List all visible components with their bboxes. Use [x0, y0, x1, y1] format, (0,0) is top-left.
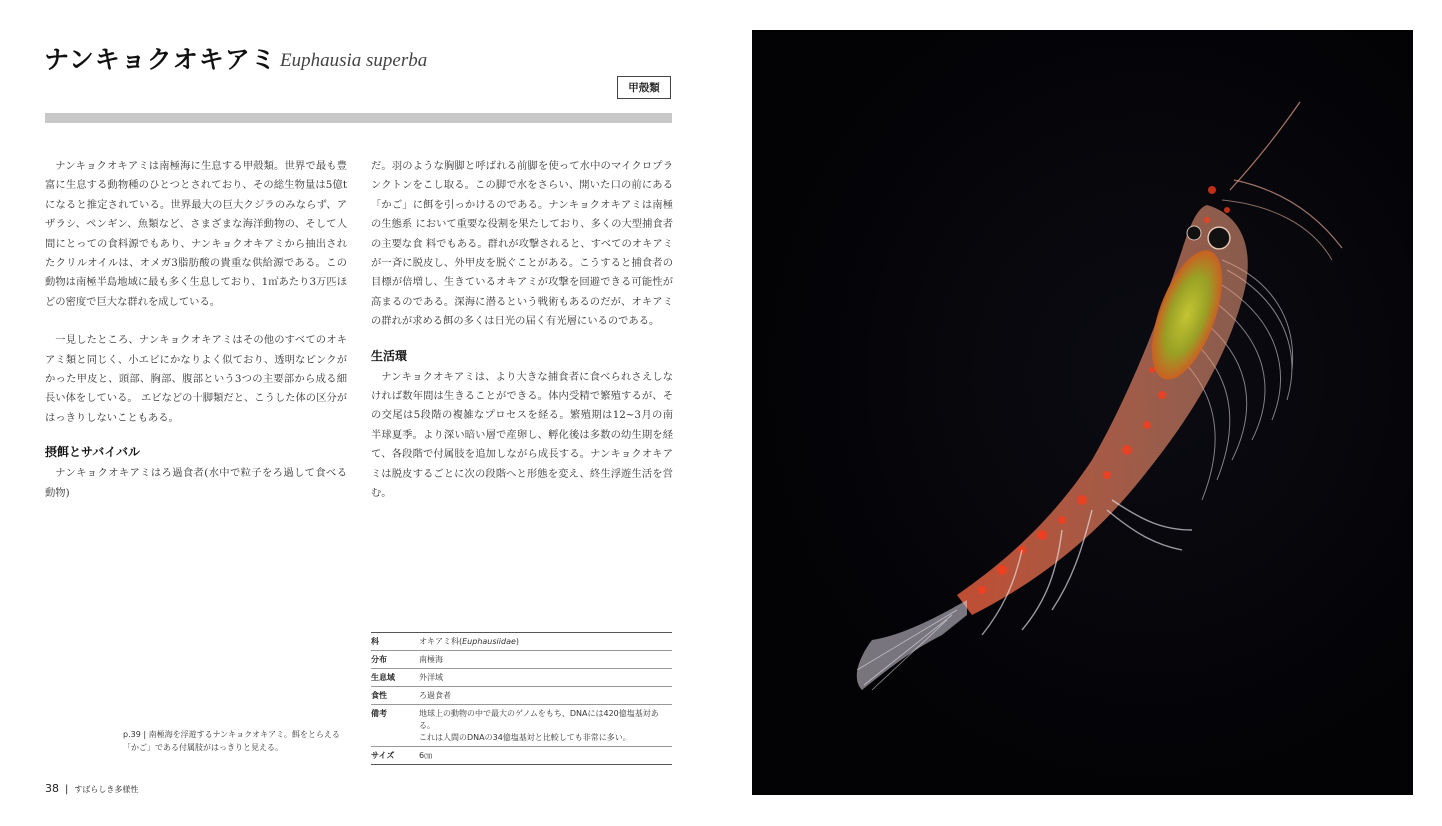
table-row	[371, 747, 672, 765]
photo-caption: p.39 | 南極海を浮遊するナンキョクオキアミ。餌をとらえる 「かご」である付属肢がはっきりと見える。	[123, 730, 340, 752]
text-column-left	[45, 157, 347, 503]
paragraph: ナンキョクオキアミは、より大きな捕食者に食べられさえしなければ数年間は生きることができる。体内受精で繁殖するが、その交尾は5段階の複雑なプロセスを経る。繁殖期は12~3月の南半球夏季。より深い暗い層で産卵し、孵化後は多数の幼生期を経て、各段階で付属肢を追加しながら成長する。ナンキョクオキアミは脱皮するごとに次の段階へと形態を変え、終生浮遊生活を営む。	[371, 370, 673, 500]
paragraph: ナンキョクオキアミはろ過食者(水中で粒子をろ過して食べる動物)	[45, 467, 347, 499]
paragraph: ナンキョクオキアミは南極海に生息する甲殻類。世界で最も豊富に生息する動物種のひとつとされており、その総生物量は5億tになると推定されている。世界最大の巨大クジラのみならず、アザラシ、ペンギン、魚類など、さまざまな海洋動物の、そして人間にとっての食料源でもあり、ナンキョクオキアミから抽出されたクリルオイルは、オメガ3脂肪酸の貴重な供給源である。この動物は南極半島地域に最も多く生息しており、1㎡あたり3万匹ほどの密度で巨大な群れを成している。	[45, 160, 347, 308]
table-row	[371, 687, 672, 705]
footer-separator: |	[65, 784, 69, 795]
table-key: 備考	[371, 705, 419, 747]
page-footer	[45, 782, 138, 795]
table-row	[371, 705, 672, 747]
table-key: サイズ	[371, 747, 419, 765]
paragraph: 一見したところ、ナンキョクオキアミはその他のすべてのオキアミ類と同じく、小エビにかなりよく似ており、透明なピンクがかった甲皮と、頭部、胸部、腹部という3つの主要部から成る細長い体をしている。 エビなどの十脚類だと、こうした体の区分がはっきりしないこともある。	[45, 334, 347, 424]
table-key: 食性	[371, 687, 419, 705]
page-number: 38	[45, 782, 59, 795]
table-value: 南極海	[419, 651, 672, 669]
krill-illustration	[752, 30, 1413, 795]
table-value: 地球上の動物の中で最大のゲノムをもち、DNAには420億塩基対ある。 これは人間のDNAの34億塩基対と比較しても非常に多い。	[419, 705, 672, 747]
table-row	[371, 633, 672, 651]
section-name: すばらしき多様性	[74, 785, 139, 794]
table-key: 分布	[371, 651, 419, 669]
section-heading-feeding: 摂餌とサバイバル	[45, 445, 141, 460]
table-key: 生息域	[371, 669, 419, 687]
table-key: 科	[371, 633, 419, 651]
page-title: ナンキョクオキアミ	[44, 45, 277, 74]
table-value: オキアミ科(Euphausiidae)	[419, 633, 672, 651]
species-data-table	[371, 632, 672, 765]
paragraph: だ。羽のような胸脚と呼ばれる前脚を使って水中のマイクロプランクトンをこし取る。この脚で水をさらい、開いた口の前にある「かご」に餌を引っかけるのである。ナンキョクオキアミは南極の生態系 において重要な役割を果たしており、多くの大型捕食者の主要な食 料でもある。群れが攻撃されると、すべてのオキアミが一斉に脱皮し、外甲皮を脱ぐことがある。こうすると捕食者の目標が倍増し、生きているオキアミが攻撃を回避できる可能性が高まるのである。深海に潜るという戦術もあるのだが、オキアミの群れが求める餌の多くは日光の届く有光層にいるのである。	[371, 160, 673, 328]
table-row	[371, 669, 672, 687]
table-row	[371, 651, 672, 669]
section-heading-lifecycle: 生活環	[371, 348, 408, 363]
table-value: 外洋域	[419, 669, 672, 687]
header-rule	[45, 113, 672, 123]
text-column-right	[371, 157, 673, 504]
latin-name: Euphausia superba	[280, 50, 428, 71]
category-tag: 甲殻類	[617, 76, 671, 99]
krill-photo	[752, 30, 1413, 795]
table-value: ろ過食者	[419, 687, 672, 705]
table-value: 6㎝	[419, 747, 672, 765]
